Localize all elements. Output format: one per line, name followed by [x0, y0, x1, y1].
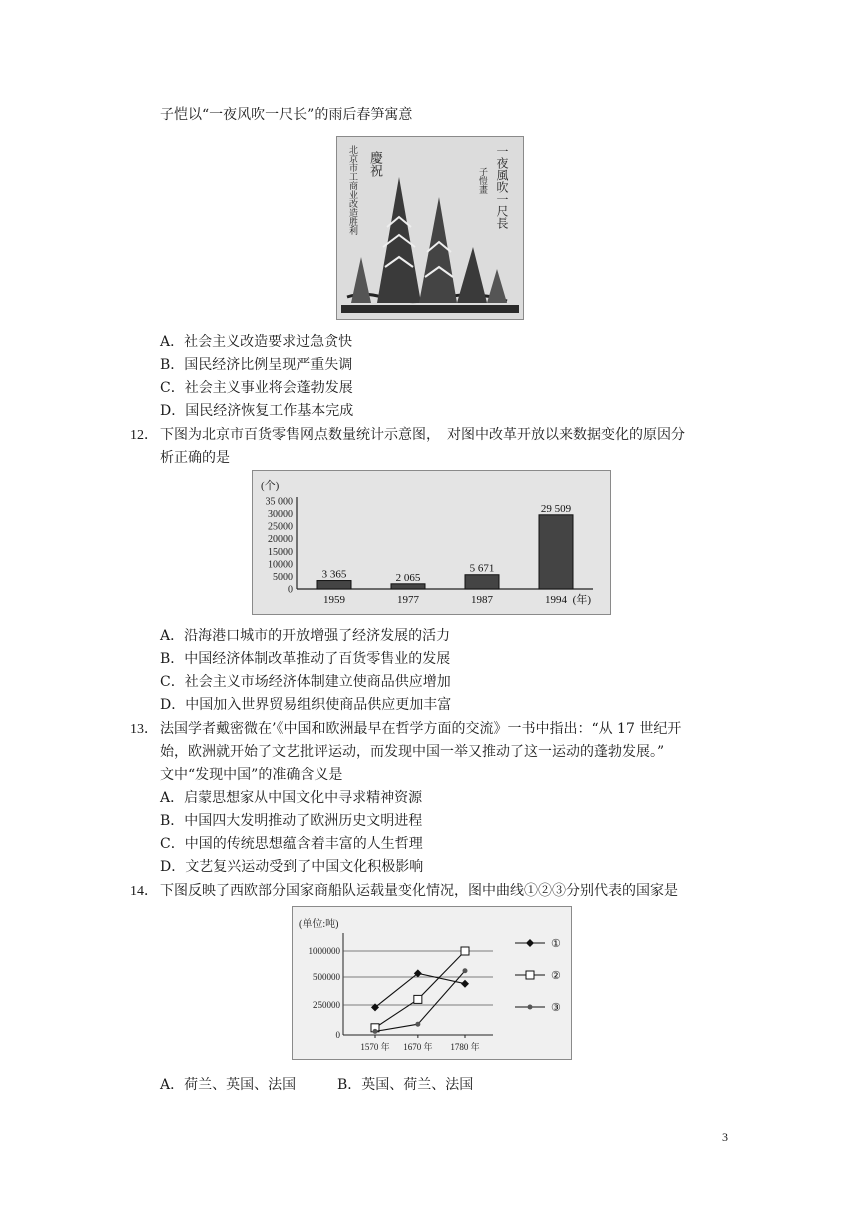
series-2-point: [414, 995, 422, 1003]
q12-option-d: D．中国加入世界贸易组织使商品供应更加丰富: [160, 697, 452, 713]
bar-chart-bar: [391, 584, 425, 589]
q11-option-a: A．社会主义改造要求过急贪快: [160, 334, 353, 350]
series-1-point: [526, 939, 534, 947]
line-chart-y-tick-label: 500000: [313, 972, 340, 982]
bar-chart-bar: [539, 515, 573, 589]
q14-stem-line-1: 下图反映了西欧部分国家商船队运载量变化情况，图中曲线①②③分别代表的国家是: [160, 883, 678, 899]
bar-chart-value-label: 5 671: [469, 562, 495, 575]
q12-number: 12．: [130, 428, 158, 443]
q13-option-c: C．中国的传统思想蕴含着丰富的人生哲理: [160, 836, 423, 852]
bar-chart: [253, 471, 610, 614]
q12-stem-line-2: 析正确的是: [160, 450, 230, 466]
legend-1-label: ①: [551, 938, 561, 950]
bar-chart-figure: [252, 470, 611, 615]
q13-option-b: B．中国四大发明推动了欧洲历史文明进程: [160, 813, 423, 829]
line-chart-x-tick-label: 1780 年: [450, 1042, 480, 1052]
q14-option-b: B．英国、荷兰、法国: [337, 1077, 474, 1093]
legend-2-label: ②: [551, 970, 561, 982]
bar-chart-value-label: 2 065: [395, 571, 421, 584]
q11-option-d: D．国民经济恢复工作基本完成: [160, 403, 354, 419]
bar-chart-y-tick-label: 25000: [268, 521, 293, 533]
bar-chart-x-tick-label: 1987: [471, 594, 493, 606]
q11-option-b: B．国民经济比例呈现严重失调: [160, 357, 353, 373]
bar-chart-bar: [317, 581, 351, 589]
q12-option-b: B．中国经济体制改革推动了百货零售业的发展: [160, 651, 451, 667]
legend-3-label: ③: [551, 1002, 561, 1014]
cartoon-caption-left-vertical: 北京市工商业改造胜利: [347, 145, 357, 235]
series-1-point: [461, 980, 469, 988]
bar-chart-y-tick-label: 15000: [268, 546, 293, 558]
q14-option-a: A．荷兰、英国、法国: [160, 1077, 297, 1093]
bar-chart-bar: [465, 575, 499, 589]
page-number: 3: [722, 1130, 728, 1144]
bar-chart-x-tick-label: 1959: [323, 594, 345, 606]
q13-option-d: D．文艺复兴运动受到了中国文化积极影响: [160, 859, 424, 875]
bar-chart-y-tick-label: 0: [288, 584, 293, 596]
bar-chart-y-tick-label: 20000: [268, 534, 293, 546]
cartoon-caption-signature: 子愷畫: [477, 167, 487, 194]
q13-stem-line-2: 始，欧洲就开始了文艺批评运动，而发现中国一举又推动了这一运动的蓬勃发展。”: [160, 744, 665, 760]
cartoon-caption-celebrate: 慶祝: [367, 151, 382, 177]
series-3-point: [528, 1005, 533, 1010]
bar-chart-y-tick-label: 5000: [273, 571, 293, 583]
bar-chart-x-tick-label: 1977: [397, 594, 419, 606]
bar-chart-y-tick-label: 30000: [268, 509, 293, 521]
line-chart-figure: [292, 906, 572, 1060]
q13-stem-line-1: 法国学者戴密微在’《中国和欧洲最早在哲学方面的交流》一书中指出：“从 17 世纪开: [160, 721, 682, 737]
cartoon-caption-right-vertical: 一夜風吹一尺長: [495, 145, 509, 229]
q11-intro-line: 子恺以“一夜风吹一尺长”的雨后春笋寓意: [160, 107, 413, 123]
bar-chart-y-tick-label: 35 000: [265, 496, 293, 508]
bar-chart-value-label: 29 509: [540, 502, 572, 515]
bar-chart-x-unit-label: (年): [572, 594, 591, 606]
line-chart: [293, 907, 571, 1059]
q14-number: 14．: [130, 884, 158, 899]
line-chart-y-tick-label: 1000000: [308, 946, 340, 956]
q12-option-a: A．沿海港口城市的开放增强了经济发展的活力: [160, 628, 451, 644]
line-chart-y-tick-label: 250000: [313, 1000, 340, 1010]
bar-chart-x-tick-label: 1994: [545, 594, 567, 606]
series-2-line: [375, 951, 465, 1028]
bar-chart-y-tick-label: 10000: [268, 559, 293, 571]
line-chart-x-tick-label: 1570 年: [360, 1042, 390, 1052]
q12-option-c: C．社会主义市场经济体制建立使商品供应增加: [160, 674, 451, 690]
bar-chart-unit-label: (个): [261, 480, 280, 492]
bar-chart-value-label: 3 365: [321, 568, 347, 581]
q12-stem-line-1: 下图为北京市百货零售网点数量统计示意图， 对图中改革开放以来数据变化的原因分: [160, 427, 685, 443]
q13-number: 13．: [130, 722, 158, 737]
line-chart-x-tick-label: 1670 年: [403, 1042, 433, 1052]
series-3-point: [415, 1022, 420, 1027]
q13-option-a: A．启蒙思想家从中国文化中寻求精神资源: [160, 790, 423, 806]
line-chart-y-tick-label: 0: [335, 1030, 340, 1040]
cartoon-figure: [336, 136, 524, 320]
series-3-point: [463, 968, 468, 973]
line-chart-unit-label: (单位:吨): [299, 919, 339, 930]
series-2-point: [526, 971, 534, 979]
series-2-point: [461, 947, 469, 955]
q13-stem-line-3: 文中“发现中国”的准确含义是: [160, 767, 343, 783]
series-3-point: [373, 1029, 378, 1034]
q11-option-c: C．社会主义事业将会蓬勃发展: [160, 380, 353, 396]
